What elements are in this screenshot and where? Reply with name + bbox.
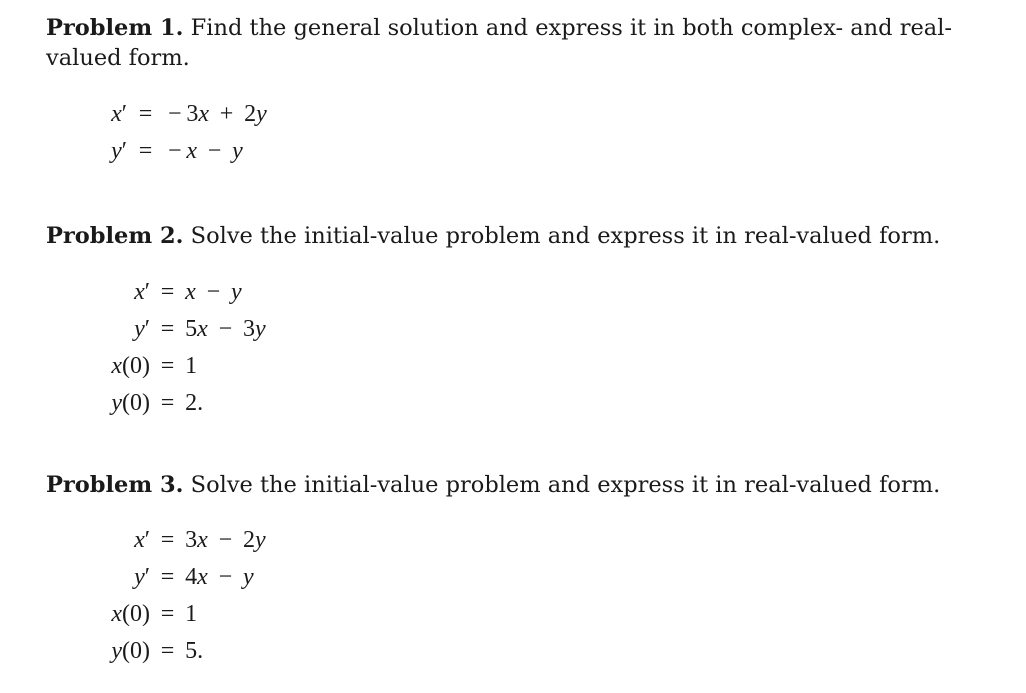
problem-3-text: Solve the initial-value problem and express it in real-valued form. <box>190 472 941 498</box>
equation-rhs: = 3x − 2y <box>156 527 266 553</box>
equation-lhs: x′ <box>134 279 150 305</box>
problem-2 <box>46 221 991 251</box>
equation-lhs: y′ <box>134 316 150 342</box>
equation-rhs: = 2. <box>156 390 204 416</box>
equation-lhs: y(0) <box>111 638 150 664</box>
problem-2-statement <box>46 221 991 251</box>
problem-2-label: Problem 2. <box>46 223 184 249</box>
problem-1-statement <box>46 13 991 73</box>
problem-1-label: Problem 1. <box>46 15 184 41</box>
equation-lhs: x′ <box>111 101 127 127</box>
problem-3-label: Problem 3. <box>46 472 184 498</box>
problem-2-text: Solve the initial-value problem and express it in real-valued form. <box>190 223 941 249</box>
problem-3-statement <box>46 470 991 500</box>
equation-rhs: = 1 <box>156 353 198 379</box>
equation-rhs: = 4x − y <box>156 564 254 590</box>
equation-lhs: y(0) <box>111 390 150 416</box>
equation-rhs: = − x − y <box>134 138 243 164</box>
equation-rhs: = − 3x + 2y <box>134 101 267 127</box>
problem-3 <box>46 470 991 500</box>
equation-lhs: y′ <box>134 564 150 590</box>
equation-lhs: x(0) <box>111 601 150 627</box>
problem-1 <box>46 13 991 73</box>
equation-rhs: = 5x − 3y <box>156 316 266 342</box>
equation-rhs: = x − y <box>156 279 242 305</box>
equation-lhs: x(0) <box>111 353 150 379</box>
equation-lhs: y′ <box>111 138 127 164</box>
equation-rhs: = 5. <box>156 638 204 664</box>
problem-1-text: Find the general solution and express it in both complex- and real-valued form. <box>46 15 953 71</box>
equation-rhs: = 1 <box>156 601 198 627</box>
equation-lhs: x′ <box>134 527 150 553</box>
